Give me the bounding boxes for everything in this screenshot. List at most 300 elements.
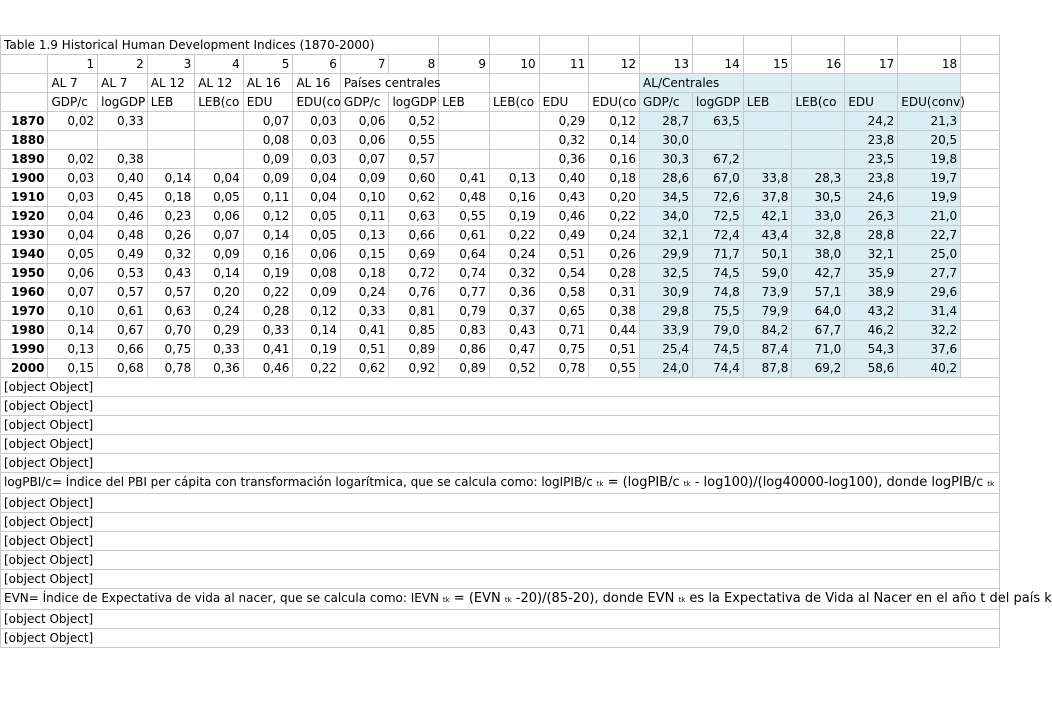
- value-cell[interactable]: 0,29: [539, 112, 589, 131]
- value-cell[interactable]: 0,40: [539, 169, 589, 188]
- value-cell[interactable]: 0,18: [340, 264, 389, 283]
- year-cell[interactable]: 2000: [1, 359, 48, 378]
- column-header[interactable]: EDU(co: [293, 93, 340, 112]
- value-cell[interactable]: 0,22: [489, 226, 539, 245]
- value-cell[interactable]: 0,66: [389, 226, 439, 245]
- value-cell[interactable]: 0,11: [243, 188, 293, 207]
- value-cell[interactable]: 0,89: [389, 340, 439, 359]
- column-number-cell[interactable]: 2: [98, 55, 148, 74]
- column-header[interactable]: EDU: [539, 93, 589, 112]
- value-cell[interactable]: 0,44: [589, 321, 640, 340]
- value-cell[interactable]: 19,8: [898, 150, 961, 169]
- value-cell[interactable]: 0,46: [243, 359, 293, 378]
- column-number-cell[interactable]: 18: [898, 55, 961, 74]
- value-cell[interactable]: [743, 112, 792, 131]
- value-cell[interactable]: 24,6: [845, 188, 898, 207]
- value-cell[interactable]: 28,7: [640, 112, 693, 131]
- value-cell[interactable]: 32,1: [640, 226, 693, 245]
- value-cell[interactable]: 0,72: [389, 264, 439, 283]
- value-cell[interactable]: 73,9: [743, 283, 792, 302]
- value-cell[interactable]: 0,12: [293, 302, 340, 321]
- empty-cell[interactable]: [743, 36, 792, 55]
- column-number-cell[interactable]: 1: [48, 55, 98, 74]
- value-cell[interactable]: 0,60: [389, 169, 439, 188]
- year-cell[interactable]: 1900: [1, 169, 48, 188]
- empty-cell[interactable]: [898, 36, 961, 55]
- value-cell[interactable]: 0,76: [389, 283, 439, 302]
- value-cell[interactable]: 87,4: [743, 340, 792, 359]
- value-cell[interactable]: 0,19: [243, 264, 293, 283]
- value-cell[interactable]: 0,78: [147, 359, 194, 378]
- group-label-cell[interactable]: AL 12: [147, 74, 194, 93]
- value-cell[interactable]: 0,28: [589, 264, 640, 283]
- value-cell[interactable]: 23,5: [845, 150, 898, 169]
- value-cell[interactable]: 0,78: [539, 359, 589, 378]
- value-cell[interactable]: 0,70: [147, 321, 194, 340]
- value-cell[interactable]: 0,53: [98, 264, 148, 283]
- value-cell[interactable]: 0,19: [293, 340, 340, 359]
- value-cell[interactable]: 0,26: [589, 245, 640, 264]
- value-cell[interactable]: 30,5: [792, 188, 845, 207]
- column-number-cell[interactable]: 13: [640, 55, 693, 74]
- value-cell[interactable]: 0,92: [389, 359, 439, 378]
- value-cell[interactable]: 0,79: [439, 302, 490, 321]
- value-cell[interactable]: 0,04: [195, 169, 244, 188]
- value-cell[interactable]: 0,09: [340, 169, 389, 188]
- year-cell[interactable]: 1940: [1, 245, 48, 264]
- value-cell[interactable]: 0,57: [98, 283, 148, 302]
- value-cell[interactable]: [48, 131, 98, 150]
- value-cell[interactable]: 0,63: [147, 302, 194, 321]
- column-header[interactable]: LEB(co: [195, 93, 244, 112]
- value-cell[interactable]: 0,33: [243, 321, 293, 340]
- value-cell[interactable]: 0,05: [195, 188, 244, 207]
- column-header[interactable]: LEB(co: [489, 93, 539, 112]
- empty-cell[interactable]: [961, 131, 1000, 150]
- value-cell[interactable]: 42,7: [792, 264, 845, 283]
- value-cell[interactable]: 72,4: [693, 226, 744, 245]
- column-number-cell[interactable]: 4: [195, 55, 244, 74]
- column-header[interactable]: EDU: [845, 93, 898, 112]
- value-cell[interactable]: 0,03: [48, 169, 98, 188]
- value-cell[interactable]: 25,4: [640, 340, 693, 359]
- value-cell[interactable]: 0,14: [48, 321, 98, 340]
- empty-cell[interactable]: [792, 36, 845, 55]
- value-cell[interactable]: 0,19: [489, 207, 539, 226]
- empty-cell[interactable]: [961, 226, 1000, 245]
- value-cell[interactable]: 33,9: [640, 321, 693, 340]
- value-cell[interactable]: 71,7: [693, 245, 744, 264]
- value-cell[interactable]: 0,57: [147, 283, 194, 302]
- reference-text[interactable]: [object Object]: [1, 513, 1000, 532]
- value-cell[interactable]: 30,3: [640, 150, 693, 169]
- value-cell[interactable]: 0,32: [489, 264, 539, 283]
- value-cell[interactable]: [439, 131, 490, 150]
- value-cell[interactable]: 29,8: [640, 302, 693, 321]
- reference-text[interactable]: [object Object]: [1, 494, 1000, 513]
- value-cell[interactable]: 0,18: [589, 169, 640, 188]
- value-cell[interactable]: 0,38: [98, 150, 148, 169]
- value-cell[interactable]: 50,1: [743, 245, 792, 264]
- value-cell[interactable]: 0,14: [293, 321, 340, 340]
- value-cell[interactable]: 0,16: [489, 188, 539, 207]
- value-cell[interactable]: 0,06: [48, 264, 98, 283]
- value-cell[interactable]: 0,09: [243, 150, 293, 169]
- year-cell[interactable]: 1920: [1, 207, 48, 226]
- value-cell[interactable]: [743, 131, 792, 150]
- empty-cell[interactable]: [961, 188, 1000, 207]
- empty-cell[interactable]: [961, 321, 1000, 340]
- value-cell[interactable]: 74,8: [693, 283, 744, 302]
- value-cell[interactable]: 21,3: [898, 112, 961, 131]
- value-cell[interactable]: [195, 150, 244, 169]
- empty-cell[interactable]: [439, 74, 490, 93]
- value-cell[interactable]: 0,24: [589, 226, 640, 245]
- value-cell[interactable]: [489, 131, 539, 150]
- value-cell[interactable]: 0,13: [340, 226, 389, 245]
- empty-cell[interactable]: [961, 150, 1000, 169]
- value-cell[interactable]: 0,86: [439, 340, 490, 359]
- value-cell[interactable]: 0,06: [293, 245, 340, 264]
- value-cell[interactable]: 0,32: [147, 245, 194, 264]
- value-cell[interactable]: 67,7: [792, 321, 845, 340]
- value-cell[interactable]: 59,0: [743, 264, 792, 283]
- empty-cell[interactable]: [1, 93, 48, 112]
- column-header[interactable]: EDU(co: [589, 93, 640, 112]
- empty-cell[interactable]: [961, 245, 1000, 264]
- group-label-cell[interactable]: AL 16: [243, 74, 293, 93]
- value-cell[interactable]: 30,0: [640, 131, 693, 150]
- value-cell[interactable]: 0,13: [489, 169, 539, 188]
- value-cell[interactable]: 0,03: [293, 131, 340, 150]
- value-cell[interactable]: 0,09: [293, 283, 340, 302]
- empty-cell[interactable]: [961, 302, 1000, 321]
- value-cell[interactable]: 0,14: [589, 131, 640, 150]
- value-cell[interactable]: 0,41: [243, 340, 293, 359]
- empty-cell[interactable]: [961, 169, 1000, 188]
- value-cell[interactable]: 30,9: [640, 283, 693, 302]
- value-cell[interactable]: 0,33: [195, 340, 244, 359]
- value-cell[interactable]: 19,9: [898, 188, 961, 207]
- column-number-cell[interactable]: 6: [293, 55, 340, 74]
- column-number-cell[interactable]: 17: [845, 55, 898, 74]
- column-number-cell[interactable]: 10: [489, 55, 539, 74]
- empty-cell[interactable]: [961, 264, 1000, 283]
- value-cell[interactable]: 0,18: [147, 188, 194, 207]
- column-header[interactable]: GDP/c: [640, 93, 693, 112]
- value-cell[interactable]: 0,85: [389, 321, 439, 340]
- value-cell[interactable]: 0,24: [195, 302, 244, 321]
- value-cell[interactable]: [792, 112, 845, 131]
- value-cell[interactable]: 29,9: [640, 245, 693, 264]
- year-cell[interactable]: 1930: [1, 226, 48, 245]
- reference-text[interactable]: [1, 473, 1000, 494]
- value-cell[interactable]: 0,13: [48, 340, 98, 359]
- value-cell[interactable]: [489, 112, 539, 131]
- value-cell[interactable]: 0,49: [98, 245, 148, 264]
- column-number-cell[interactable]: 12: [589, 55, 640, 74]
- value-cell[interactable]: 57,1: [792, 283, 845, 302]
- value-cell[interactable]: 28,8: [845, 226, 898, 245]
- empty-cell[interactable]: [961, 55, 1000, 74]
- value-cell[interactable]: 0,33: [340, 302, 389, 321]
- value-cell[interactable]: 0,43: [147, 264, 194, 283]
- value-cell[interactable]: 64,0: [792, 302, 845, 321]
- value-cell[interactable]: 0,04: [293, 188, 340, 207]
- column-header[interactable]: logGDP: [98, 93, 148, 112]
- group-label-cell[interactable]: AL/Centrales: [640, 74, 744, 93]
- value-cell[interactable]: 74,5: [693, 340, 744, 359]
- value-cell[interactable]: [743, 150, 792, 169]
- value-cell[interactable]: 0,74: [439, 264, 490, 283]
- value-cell[interactable]: 0,55: [439, 207, 490, 226]
- value-cell[interactable]: 42,1: [743, 207, 792, 226]
- value-cell[interactable]: 0,06: [340, 131, 389, 150]
- value-cell[interactable]: 0,03: [48, 188, 98, 207]
- empty-cell[interactable]: [539, 74, 589, 93]
- column-number-cell[interactable]: 11: [539, 55, 589, 74]
- group-label-cell[interactable]: Países centrales: [340, 74, 438, 93]
- value-cell[interactable]: 24,2: [845, 112, 898, 131]
- value-cell[interactable]: 0,52: [489, 359, 539, 378]
- value-cell[interactable]: 0,10: [48, 302, 98, 321]
- value-cell[interactable]: 0,31: [589, 283, 640, 302]
- value-cell[interactable]: 74,4: [693, 359, 744, 378]
- value-cell[interactable]: 0,89: [439, 359, 490, 378]
- value-cell[interactable]: 0,24: [340, 283, 389, 302]
- reference-text[interactable]: [object Object]: [1, 435, 1000, 454]
- value-cell[interactable]: 0,75: [147, 340, 194, 359]
- value-cell[interactable]: 0,06: [340, 112, 389, 131]
- empty-cell[interactable]: [961, 112, 1000, 131]
- column-number-cell[interactable]: 8: [389, 55, 439, 74]
- empty-cell[interactable]: [640, 36, 693, 55]
- value-cell[interactable]: 0,81: [389, 302, 439, 321]
- value-cell[interactable]: 0,75: [539, 340, 589, 359]
- value-cell[interactable]: 0,51: [340, 340, 389, 359]
- value-cell[interactable]: 0,11: [340, 207, 389, 226]
- empty-cell[interactable]: [792, 74, 845, 93]
- value-cell[interactable]: 34,5: [640, 188, 693, 207]
- column-header[interactable]: GDP/c: [48, 93, 98, 112]
- empty-cell[interactable]: [961, 93, 1000, 112]
- value-cell[interactable]: 0,02: [48, 150, 98, 169]
- value-cell[interactable]: 23,8: [845, 169, 898, 188]
- reference-text[interactable]: [object Object]: [1, 610, 1000, 629]
- value-cell[interactable]: 0,36: [195, 359, 244, 378]
- year-cell[interactable]: 1910: [1, 188, 48, 207]
- value-cell[interactable]: 0,37: [489, 302, 539, 321]
- empty-cell[interactable]: [961, 283, 1000, 302]
- value-cell[interactable]: 0,20: [195, 283, 244, 302]
- value-cell[interactable]: 0,68: [98, 359, 148, 378]
- reference-text[interactable]: [1, 589, 1052, 610]
- value-cell[interactable]: 0,08: [243, 131, 293, 150]
- value-cell[interactable]: [693, 131, 744, 150]
- value-cell[interactable]: 0,29: [195, 321, 244, 340]
- value-cell[interactable]: 79,9: [743, 302, 792, 321]
- reference-text[interactable]: [object Object]: [1, 629, 1000, 648]
- column-number-cell[interactable]: 16: [792, 55, 845, 74]
- column-header[interactable]: GDP/c: [340, 93, 389, 112]
- value-cell[interactable]: [147, 131, 194, 150]
- column-number-cell[interactable]: 5: [243, 55, 293, 74]
- value-cell[interactable]: 0,14: [147, 169, 194, 188]
- value-cell[interactable]: 0,41: [340, 321, 389, 340]
- value-cell[interactable]: 0,67: [98, 321, 148, 340]
- empty-cell[interactable]: [961, 207, 1000, 226]
- value-cell[interactable]: 87,8: [743, 359, 792, 378]
- value-cell[interactable]: 24,0: [640, 359, 693, 378]
- value-cell[interactable]: [147, 112, 194, 131]
- reference-text[interactable]: [object Object]: [1, 378, 1000, 397]
- value-cell[interactable]: 0,33: [98, 112, 148, 131]
- value-cell[interactable]: 27,7: [898, 264, 961, 283]
- value-cell[interactable]: 26,3: [845, 207, 898, 226]
- value-cell[interactable]: 0,62: [340, 359, 389, 378]
- column-number-cell[interactable]: 3: [147, 55, 194, 74]
- value-cell[interactable]: 0,16: [589, 150, 640, 169]
- empty-cell[interactable]: [439, 36, 490, 55]
- value-cell[interactable]: 0,55: [589, 359, 640, 378]
- value-cell[interactable]: 0,22: [589, 207, 640, 226]
- value-cell[interactable]: 0,23: [147, 207, 194, 226]
- value-cell[interactable]: 0,28: [243, 302, 293, 321]
- group-label-cell[interactable]: AL 12: [195, 74, 244, 93]
- group-label-cell[interactable]: AL 16: [293, 74, 340, 93]
- value-cell[interactable]: 38,0: [792, 245, 845, 264]
- value-cell[interactable]: 32,2: [898, 321, 961, 340]
- value-cell[interactable]: 28,3: [792, 169, 845, 188]
- value-cell[interactable]: 0,48: [98, 226, 148, 245]
- empty-cell[interactable]: [589, 74, 640, 93]
- value-cell[interactable]: [195, 131, 244, 150]
- value-cell[interactable]: 0,58: [539, 283, 589, 302]
- value-cell[interactable]: 20,5: [898, 131, 961, 150]
- value-cell[interactable]: 0,04: [48, 226, 98, 245]
- value-cell[interactable]: 0,64: [439, 245, 490, 264]
- value-cell[interactable]: 33,8: [743, 169, 792, 188]
- value-cell[interactable]: 0,55: [389, 131, 439, 150]
- value-cell[interactable]: 37,6: [898, 340, 961, 359]
- empty-cell[interactable]: [1, 55, 48, 74]
- value-cell[interactable]: 29,6: [898, 283, 961, 302]
- empty-cell[interactable]: [961, 359, 1000, 378]
- value-cell[interactable]: 0,40: [98, 169, 148, 188]
- value-cell[interactable]: 72,5: [693, 207, 744, 226]
- year-cell[interactable]: 1970: [1, 302, 48, 321]
- value-cell[interactable]: 46,2: [845, 321, 898, 340]
- value-cell[interactable]: 0,04: [293, 169, 340, 188]
- value-cell[interactable]: 0,22: [243, 283, 293, 302]
- value-cell[interactable]: 69,2: [792, 359, 845, 378]
- value-cell[interactable]: 58,6: [845, 359, 898, 378]
- value-cell[interactable]: 84,2: [743, 321, 792, 340]
- value-cell[interactable]: 0,52: [389, 112, 439, 131]
- reference-text[interactable]: [object Object]: [1, 416, 1000, 435]
- column-number-cell[interactable]: 7: [340, 55, 389, 74]
- empty-cell[interactable]: [845, 74, 898, 93]
- value-cell[interactable]: 0,07: [48, 283, 98, 302]
- value-cell[interactable]: 0,03: [293, 112, 340, 131]
- value-cell[interactable]: 0,02: [48, 112, 98, 131]
- column-header[interactable]: LEB(co: [792, 93, 845, 112]
- value-cell[interactable]: 71,0: [792, 340, 845, 359]
- value-cell[interactable]: [439, 150, 490, 169]
- value-cell[interactable]: 0,05: [293, 226, 340, 245]
- value-cell[interactable]: 0,41: [439, 169, 490, 188]
- value-cell[interactable]: 63,5: [693, 112, 744, 131]
- value-cell[interactable]: 75,5: [693, 302, 744, 321]
- value-cell[interactable]: 0,69: [389, 245, 439, 264]
- column-header[interactable]: logGDP: [693, 93, 744, 112]
- value-cell[interactable]: 0,49: [539, 226, 589, 245]
- value-cell[interactable]: 0,46: [98, 207, 148, 226]
- reference-text[interactable]: [object Object]: [1, 551, 1000, 570]
- column-header[interactable]: EDU: [243, 93, 293, 112]
- value-cell[interactable]: 0,07: [243, 112, 293, 131]
- value-cell[interactable]: 0,61: [98, 302, 148, 321]
- reference-text[interactable]: [object Object]: [1, 454, 1000, 473]
- column-number-cell[interactable]: 15: [743, 55, 792, 74]
- value-cell[interactable]: 54,3: [845, 340, 898, 359]
- column-header[interactable]: logGDP: [389, 93, 439, 112]
- value-cell[interactable]: 32,8: [792, 226, 845, 245]
- reference-text[interactable]: [object Object]: [1, 397, 1000, 416]
- empty-cell[interactable]: [961, 74, 1000, 93]
- value-cell[interactable]: 35,9: [845, 264, 898, 283]
- value-cell[interactable]: 0,66: [98, 340, 148, 359]
- value-cell[interactable]: 0,36: [489, 283, 539, 302]
- value-cell[interactable]: [792, 150, 845, 169]
- value-cell[interactable]: 0,43: [539, 188, 589, 207]
- value-cell[interactable]: 43,4: [743, 226, 792, 245]
- value-cell[interactable]: 79,0: [693, 321, 744, 340]
- value-cell[interactable]: [195, 112, 244, 131]
- value-cell[interactable]: 0,43: [489, 321, 539, 340]
- empty-cell[interactable]: [693, 36, 744, 55]
- value-cell[interactable]: [439, 112, 490, 131]
- value-cell[interactable]: 0,47: [489, 340, 539, 359]
- value-cell[interactable]: 0,36: [539, 150, 589, 169]
- value-cell[interactable]: 0,10: [340, 188, 389, 207]
- value-cell[interactable]: 0,14: [243, 226, 293, 245]
- value-cell[interactable]: 0,65: [539, 302, 589, 321]
- value-cell[interactable]: 0,54: [539, 264, 589, 283]
- value-cell[interactable]: [98, 131, 148, 150]
- empty-cell[interactable]: [845, 36, 898, 55]
- value-cell[interactable]: 0,77: [439, 283, 490, 302]
- value-cell[interactable]: 0,57: [389, 150, 439, 169]
- value-cell[interactable]: 0,24: [489, 245, 539, 264]
- value-cell[interactable]: 23,8: [845, 131, 898, 150]
- empty-cell[interactable]: [489, 74, 539, 93]
- empty-cell[interactable]: [961, 36, 1000, 55]
- value-cell[interactable]: 33,0: [792, 207, 845, 226]
- value-cell[interactable]: 0,06: [195, 207, 244, 226]
- value-cell[interactable]: 74,5: [693, 264, 744, 283]
- value-cell[interactable]: 0,51: [539, 245, 589, 264]
- year-cell[interactable]: 1990: [1, 340, 48, 359]
- value-cell[interactable]: 0,05: [48, 245, 98, 264]
- empty-cell[interactable]: [743, 74, 792, 93]
- column-header[interactable]: LEB: [743, 93, 792, 112]
- value-cell[interactable]: 0,51: [589, 340, 640, 359]
- value-cell[interactable]: [147, 150, 194, 169]
- value-cell[interactable]: 0,14: [195, 264, 244, 283]
- value-cell[interactable]: 0,48: [439, 188, 490, 207]
- reference-text[interactable]: [object Object]: [1, 532, 1000, 551]
